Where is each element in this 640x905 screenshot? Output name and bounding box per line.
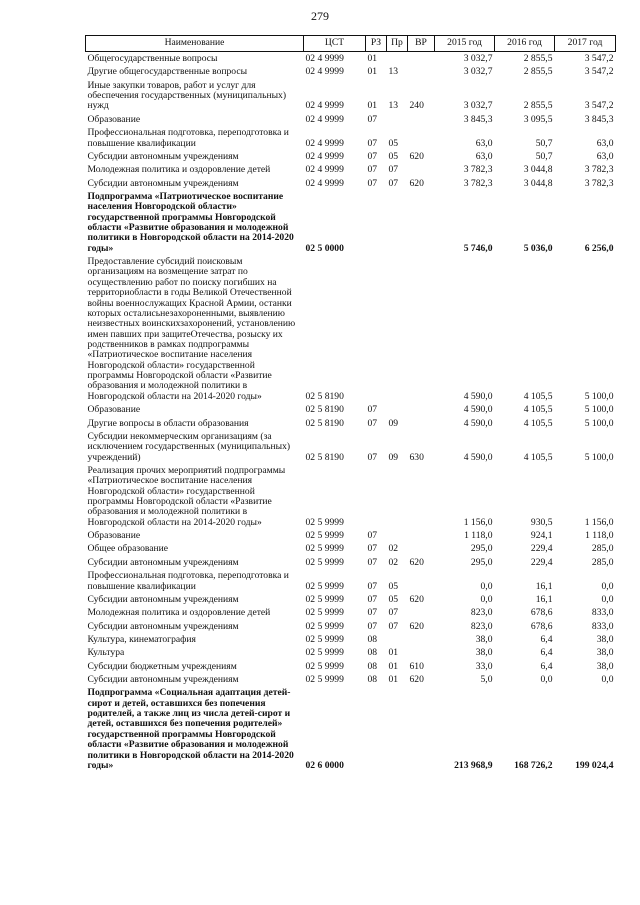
table-row bbox=[86, 529, 616, 542]
cell-vr bbox=[408, 255, 435, 403]
cell-2016: 924,1 bbox=[530, 530, 553, 542]
cell-vr bbox=[408, 569, 435, 593]
cell-pr: 05 bbox=[388, 580, 399, 592]
cell-cst: 02 5 0000 bbox=[305, 242, 344, 254]
cell-2017: 63,0 bbox=[596, 150, 614, 162]
cell-2015: 38,0 bbox=[475, 633, 493, 645]
table-row bbox=[86, 403, 616, 416]
cell-2015: 213 968,9 bbox=[454, 759, 493, 771]
table-row bbox=[86, 417, 616, 430]
cell-vr bbox=[408, 686, 435, 772]
table-row bbox=[86, 464, 616, 529]
table-row bbox=[86, 163, 616, 176]
cell-vr: 610 bbox=[409, 660, 424, 672]
cell-2015: 5,0 bbox=[480, 674, 493, 686]
cell-2015: 1 156,0 bbox=[463, 516, 493, 528]
cell-cst: 02 5 9999 bbox=[305, 607, 344, 619]
cell-pr: 13 bbox=[388, 66, 399, 78]
cell-2017: 1 118,0 bbox=[585, 530, 614, 542]
table-row bbox=[86, 255, 616, 403]
cell-name: Профессиональная подготовка, переподготовка и повышение квалификации bbox=[87, 570, 289, 592]
cell-rz: 07 bbox=[367, 404, 378, 416]
cell-rz bbox=[366, 686, 387, 772]
cell-pr: 05 bbox=[388, 150, 399, 162]
cell-rz: 08 bbox=[367, 647, 378, 659]
cell-cst: 02 5 9999 bbox=[305, 633, 344, 645]
cell-2015: 4 590,0 bbox=[463, 451, 493, 463]
page-number: 279 bbox=[311, 9, 329, 23]
cell-vr bbox=[408, 65, 435, 78]
cell-rz: 07 bbox=[367, 607, 378, 619]
cell-2016: 4 105,5 bbox=[523, 404, 553, 416]
cell-2015: 3 032,7 bbox=[463, 100, 493, 112]
cell-pr: 01 bbox=[388, 647, 399, 659]
table-row bbox=[86, 65, 616, 78]
cell-rz: 08 bbox=[367, 660, 378, 672]
table-body bbox=[86, 52, 616, 773]
cell-name: Субсидии бюджетным учреждениям bbox=[87, 660, 237, 672]
cell-cst: 02 4 9999 bbox=[305, 53, 344, 64]
cell-2017: 833,0 bbox=[591, 620, 614, 632]
cell-vr bbox=[408, 542, 435, 555]
cell-rz: 07 bbox=[367, 177, 378, 189]
cell-2015: 823,0 bbox=[470, 607, 493, 619]
cell-rz: 07 bbox=[367, 580, 378, 592]
cell-2017: 3 845,3 bbox=[584, 113, 614, 125]
cell-vr: 620 bbox=[409, 620, 424, 632]
cell-2015: 33,0 bbox=[475, 660, 493, 672]
cell-rz: 08 bbox=[367, 674, 378, 686]
cell-pr bbox=[387, 464, 408, 529]
table-row bbox=[86, 660, 616, 673]
cell-cst: 02 5 9999 bbox=[305, 543, 344, 555]
cell-rz: 01 bbox=[367, 100, 378, 112]
cell-2015: 3 782,3 bbox=[463, 164, 493, 176]
cell-2015: 4 590,0 bbox=[463, 404, 493, 416]
cell-pr bbox=[387, 255, 408, 403]
cell-rz: 08 bbox=[367, 633, 378, 645]
cell-2016: 4 105,5 bbox=[523, 390, 553, 402]
cell-cst: 02 5 9999 bbox=[305, 660, 344, 672]
cell-cst: 02 6 0000 bbox=[305, 759, 344, 771]
cell-2016: 4 105,5 bbox=[523, 417, 553, 429]
cell-name: Реализация прочих мероприятий подпрограммы «Патриотическое воспитание населения Новгородской области» государственной программы Новгородской области «Развитие образования и молодежной политики в Новгородской области на 2014-2020 годы» bbox=[87, 464, 286, 528]
table-row bbox=[86, 150, 616, 163]
cell-pr: 05 bbox=[388, 593, 399, 605]
cell-2016: 6,4 bbox=[540, 633, 553, 645]
cell-2017: 0,0 bbox=[601, 674, 614, 686]
cell-pr: 02 bbox=[388, 556, 399, 568]
cell-vr bbox=[408, 403, 435, 416]
cell-pr: 07 bbox=[388, 177, 399, 189]
cell-2016: 2 855,5 bbox=[523, 66, 553, 78]
cell-cst: 02 5 8190 bbox=[305, 451, 344, 463]
cell-2015: 3 032,7 bbox=[463, 53, 493, 64]
cell-vr bbox=[408, 464, 435, 529]
cell-cst: 02 4 9999 bbox=[305, 100, 344, 112]
cell-rz bbox=[366, 190, 387, 255]
cell-name: Образование bbox=[87, 530, 141, 542]
cell-rz: 07 bbox=[367, 137, 378, 149]
cell-name: Субсидии автономным учреждениям bbox=[87, 150, 239, 162]
cell-name: Субсидии автономным учреждениям bbox=[87, 674, 239, 686]
cell-2016: 3 095,5 bbox=[523, 113, 553, 125]
cell-cst: 02 5 9999 bbox=[305, 530, 344, 542]
cell-rz: 07 bbox=[367, 164, 378, 176]
cell-name: Предоставление субсидий поисковым организациям на возмещение затрат по осуществлению работ по поиску погибших на территориобласти в годы Великой Отечественной войны военнослужащих Красной Армии, останки которых осталисьнезахороненными, выявлению неизвестных воинскихзахоронений, установлению имен павших при защитеОтечества, розыску их родственников в рамках подпрограммы «Патриотическое воспитание населения Новгородской области» государственной программы Новгородской области «Развитие образования и молодежной политики в Новгородской области на 2014-2020 годы» bbox=[87, 256, 296, 402]
cell-2015: 295,0 bbox=[470, 556, 493, 568]
cell-2017: 199 024,4 bbox=[575, 759, 614, 771]
cell-2017: 38,0 bbox=[596, 633, 614, 645]
cell-2017: 5 100,0 bbox=[584, 404, 614, 416]
cell-name: Молодежная политика и оздоровление детей bbox=[87, 607, 271, 619]
cell-name: Субсидии автономным учреждениям bbox=[87, 556, 239, 568]
cell-name: Иные закупки товаров, работ и услуг для обеспечения государственных (муниципальных) нужд bbox=[87, 79, 287, 112]
cell-rz bbox=[366, 464, 387, 529]
cell-2016: 50,7 bbox=[535, 150, 553, 162]
cell-cst: 02 5 9999 bbox=[305, 516, 344, 528]
cell-2017: 833,0 bbox=[591, 607, 614, 619]
cell-2015: 4 590,0 bbox=[463, 417, 493, 429]
cell-2016: 229,4 bbox=[530, 543, 553, 555]
cell-pr bbox=[387, 52, 408, 66]
header-2016: 2016 год bbox=[495, 36, 555, 52]
cell-name: Субсидии некоммерческим организациям (за исключением государственных (муниципальных) учреждений) bbox=[87, 430, 291, 463]
cell-2017: 3 782,3 bbox=[584, 177, 614, 189]
table-row bbox=[86, 113, 616, 126]
cell-vr bbox=[408, 417, 435, 430]
cell-2016: 5 036,0 bbox=[523, 242, 553, 254]
cell-vr: 240 bbox=[409, 100, 424, 112]
table-row bbox=[86, 593, 616, 606]
cell-2015: 38,0 bbox=[475, 647, 493, 659]
cell-cst: 02 5 9999 bbox=[305, 620, 344, 632]
header-cst: ЦСТ bbox=[304, 36, 366, 52]
cell-pr: 07 bbox=[388, 620, 399, 632]
cell-2015: 0,0 bbox=[480, 593, 493, 605]
cell-name: Подпрограмма «Патриотическое воспитание населения Новгородской области» государственной программы Новгородской области «Развитие образования и молодежной политики в Новгородской области на 2014-2020 годы» bbox=[87, 190, 294, 254]
cell-pr bbox=[387, 403, 408, 416]
cell-name: Субсидии автономным учреждениям bbox=[87, 620, 239, 632]
cell-2017: 3 547,2 bbox=[584, 66, 614, 78]
cell-2015: 5 746,0 bbox=[463, 242, 493, 254]
cell-vr bbox=[408, 606, 435, 619]
cell-2017: 38,0 bbox=[596, 647, 614, 659]
cell-vr: 620 bbox=[409, 150, 424, 162]
cell-cst: 02 5 8190 bbox=[305, 417, 344, 429]
cell-2016: 50,7 bbox=[535, 137, 553, 149]
cell-rz: 07 bbox=[367, 620, 378, 632]
cell-pr bbox=[387, 633, 408, 646]
cell-vr: 620 bbox=[409, 674, 424, 686]
table-row bbox=[86, 190, 616, 255]
cell-vr bbox=[408, 113, 435, 126]
cell-cst: 02 4 9999 bbox=[305, 150, 344, 162]
cell-2017: 0,0 bbox=[601, 593, 614, 605]
cell-2016: 3 044,8 bbox=[523, 164, 553, 176]
table-row bbox=[86, 177, 616, 190]
cell-cst: 02 5 8190 bbox=[305, 404, 344, 416]
cell-rz: 07 bbox=[367, 556, 378, 568]
cell-2016: 6,4 bbox=[540, 660, 553, 672]
table-row bbox=[86, 79, 616, 113]
cell-pr bbox=[387, 529, 408, 542]
table-row bbox=[86, 556, 616, 569]
cell-2017: 5 100,0 bbox=[584, 417, 614, 429]
cell-vr bbox=[408, 52, 435, 66]
cell-2017: 5 100,0 bbox=[584, 451, 614, 463]
cell-2016: 4 105,5 bbox=[523, 451, 553, 463]
cell-2017: 1 156,0 bbox=[584, 516, 614, 528]
cell-vr bbox=[408, 190, 435, 255]
cell-2016: 168 726,2 bbox=[514, 759, 553, 771]
cell-cst: 02 5 9999 bbox=[305, 556, 344, 568]
cell-name: Общегосударственные вопросы bbox=[87, 53, 218, 64]
cell-2016: 6,4 bbox=[540, 647, 553, 659]
cell-2017: 3 547,2 bbox=[584, 53, 614, 64]
cell-name: Профессиональная подготовка, переподготовка и повышение квалификации bbox=[87, 127, 289, 149]
cell-pr bbox=[387, 686, 408, 772]
cell-vr: 630 bbox=[409, 451, 424, 463]
cell-vr bbox=[408, 126, 435, 150]
header-2015: 2015 год bbox=[435, 36, 495, 52]
cell-2015: 1 118,0 bbox=[464, 530, 493, 542]
table-row bbox=[86, 620, 616, 633]
cell-2016: 16,1 bbox=[535, 580, 553, 592]
table-row bbox=[86, 646, 616, 659]
cell-pr: 02 bbox=[388, 543, 399, 555]
cell-rz: 07 bbox=[367, 113, 378, 125]
cell-pr bbox=[387, 113, 408, 126]
cell-name: Субсидии автономным учреждениям bbox=[87, 177, 239, 189]
cell-name: Культура, кинематография bbox=[87, 633, 196, 645]
cell-vr bbox=[408, 529, 435, 542]
cell-cst: 02 4 9999 bbox=[305, 137, 344, 149]
cell-2017: 285,0 bbox=[591, 543, 614, 555]
cell-vr bbox=[408, 633, 435, 646]
cell-2016: 3 044,8 bbox=[523, 177, 553, 189]
cell-cst: 02 4 9999 bbox=[305, 164, 344, 176]
cell-2016: 2 855,5 bbox=[523, 100, 553, 112]
cell-pr: 01 bbox=[388, 674, 399, 686]
cell-pr: 05 bbox=[388, 137, 399, 149]
cell-pr: 13 bbox=[388, 100, 399, 112]
cell-rz: 07 bbox=[367, 451, 378, 463]
cell-name: Субсидии автономным учреждениям bbox=[87, 593, 239, 605]
cell-cst: 02 4 9999 bbox=[305, 113, 344, 125]
cell-vr: 620 bbox=[409, 177, 424, 189]
cell-rz bbox=[366, 255, 387, 403]
cell-cst: 02 5 9999 bbox=[305, 593, 344, 605]
cell-name: Образование bbox=[87, 113, 141, 125]
header-vr: ВР bbox=[408, 36, 435, 52]
cell-2015: 3 782,3 bbox=[463, 177, 493, 189]
cell-2015: 823,0 bbox=[470, 620, 493, 632]
cell-vr: 620 bbox=[409, 593, 424, 605]
cell-2016: 2 855,5 bbox=[523, 53, 553, 64]
cell-cst: 02 4 9999 bbox=[305, 177, 344, 189]
cell-cst: 02 4 9999 bbox=[305, 66, 344, 78]
cell-rz: 01 bbox=[367, 53, 378, 64]
table-row bbox=[86, 126, 616, 150]
cell-2017: 6 256,0 bbox=[584, 242, 614, 254]
cell-2016: 930,5 bbox=[530, 516, 553, 528]
cell-2017: 3 782,3 bbox=[584, 164, 614, 176]
cell-2017: 38,0 bbox=[596, 660, 614, 672]
cell-pr: 07 bbox=[388, 164, 399, 176]
cell-2015: 3 032,7 bbox=[463, 66, 493, 78]
cell-rz: 07 bbox=[367, 593, 378, 605]
cell-2015: 63,0 bbox=[475, 137, 493, 149]
cell-vr: 620 bbox=[409, 556, 424, 568]
cell-name: Подпрограмма «Социальная адаптация детей-сирот и детей, оставшихся без попечения родителей, а также лиц из числа детей-сирот и детей, оставшихся без попечения родителей» государственной программы Новгородской области «Развитие образования и молодежной политики в Новгородской области на 2014-2020 годы» bbox=[87, 687, 294, 771]
cell-rz: 07 bbox=[367, 543, 378, 555]
table-row bbox=[86, 569, 616, 593]
cell-2017: 0,0 bbox=[601, 580, 614, 592]
cell-cst: 02 5 9999 bbox=[305, 647, 344, 659]
cell-name: Другие общегосударственные вопросы bbox=[87, 66, 248, 78]
table-row bbox=[86, 633, 616, 646]
table-row bbox=[86, 606, 616, 619]
cell-2015: 0,0 bbox=[480, 580, 493, 592]
cell-rz: 07 bbox=[367, 417, 378, 429]
cell-name: Образование bbox=[87, 404, 141, 416]
cell-2017: 285,0 bbox=[591, 556, 614, 568]
cell-2016: 16,1 bbox=[535, 593, 553, 605]
cell-vr bbox=[408, 646, 435, 659]
header-2017: 2017 год bbox=[555, 36, 616, 52]
table-row bbox=[86, 542, 616, 555]
cell-2015: 63,0 bbox=[475, 150, 493, 162]
cell-2016: 678,6 bbox=[530, 620, 553, 632]
header-pr: Пр bbox=[387, 36, 408, 52]
cell-pr bbox=[387, 190, 408, 255]
cell-rz: 01 bbox=[367, 66, 378, 78]
cell-cst: 02 5 8190 bbox=[305, 390, 344, 402]
cell-cst: 02 5 9999 bbox=[305, 580, 344, 592]
cell-2017: 63,0 bbox=[596, 137, 614, 149]
cell-pr: 09 bbox=[388, 451, 399, 463]
cell-pr: 09 bbox=[388, 417, 399, 429]
cell-2015: 3 845,3 bbox=[463, 113, 493, 125]
cell-name: Общее образование bbox=[87, 543, 169, 555]
cell-2015: 295,0 bbox=[470, 543, 493, 555]
cell-name: Молодежная политика и оздоровление детей bbox=[87, 164, 271, 176]
cell-vr bbox=[408, 163, 435, 176]
table-row bbox=[86, 686, 616, 772]
header-rz: РЗ bbox=[366, 36, 387, 52]
cell-cst: 02 5 9999 bbox=[305, 674, 344, 686]
budget-table bbox=[85, 35, 616, 772]
table-header-row bbox=[86, 36, 616, 52]
table-row bbox=[86, 673, 616, 686]
cell-name: Другие вопросы в области образования bbox=[87, 417, 249, 429]
cell-2017: 5 100,0 bbox=[584, 390, 614, 402]
cell-rz: 07 bbox=[367, 530, 378, 542]
header-name: Наименование bbox=[86, 36, 304, 52]
cell-2015: 4 590,0 bbox=[463, 390, 493, 402]
cell-2016: 0,0 bbox=[540, 674, 553, 686]
table-row bbox=[86, 430, 616, 464]
cell-pr: 01 bbox=[388, 660, 399, 672]
cell-2016: 678,6 bbox=[530, 607, 553, 619]
cell-rz: 07 bbox=[367, 150, 378, 162]
cell-2016: 229,4 bbox=[530, 556, 553, 568]
cell-2017: 3 547,2 bbox=[584, 100, 614, 112]
cell-name: Культура bbox=[87, 647, 125, 659]
table-row bbox=[86, 52, 616, 66]
cell-pr: 07 bbox=[388, 607, 399, 619]
